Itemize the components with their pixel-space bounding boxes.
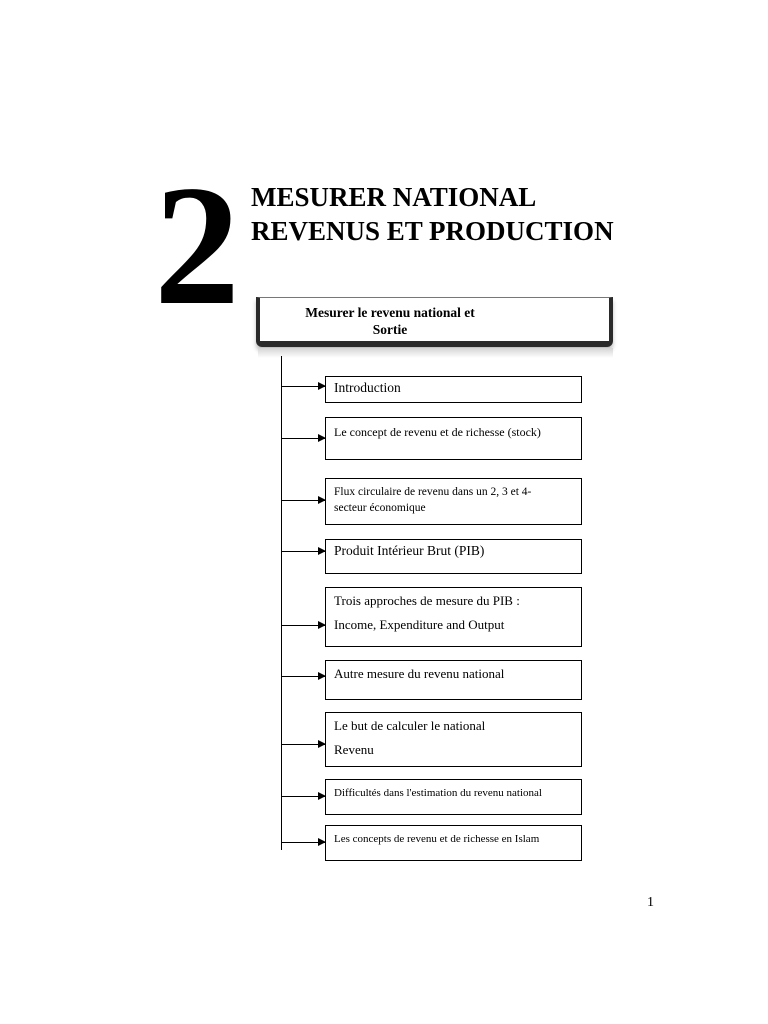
connector-arrow-icon (282, 842, 325, 843)
flow-connector-line (281, 356, 282, 850)
chapter-title-line-2: REVENUS ET PRODUCTION (251, 216, 614, 246)
chapter-title-line-1: MESURER NATIONAL (251, 182, 537, 212)
topic-box (325, 587, 582, 647)
topic-line-1: Le concept de revenu et de richesse (stock) (334, 425, 541, 439)
topic-box (325, 376, 582, 403)
topic-line-1: Les concepts de revenu et de richesse en Islam (334, 833, 540, 845)
topic-box (325, 417, 582, 460)
connector-arrow-icon (282, 386, 325, 387)
connector-arrow-icon (282, 551, 325, 552)
topic-line-2: Income, Expenditure and Output (334, 617, 505, 632)
topic-box (325, 712, 582, 767)
chapter-number: 2 (154, 151, 238, 341)
topic-line-1: Le but de calculer le national (334, 718, 486, 733)
topic-line-2: Revenu (334, 742, 374, 757)
banner-line-2: Sortie (372, 322, 408, 337)
page-number: 1 (647, 895, 654, 910)
topic-box (325, 779, 582, 815)
banner-text (260, 304, 520, 338)
topic-line-2: secteur économique (334, 502, 426, 514)
topic-line-1: Difficultés dans l'estimation du revenu national (334, 787, 542, 799)
topic-box (325, 539, 582, 574)
topic-line-1: Autre mesure du revenu national (334, 666, 505, 681)
topic-line-1: Trois approches de mesure du PIB : (334, 593, 520, 608)
topic-line-1: Produit Intérieur Brut (PIB) (334, 543, 485, 558)
connector-arrow-icon (282, 676, 325, 677)
topic-box (325, 825, 582, 861)
connector-arrow-icon (282, 500, 325, 501)
connector-arrow-icon (282, 625, 325, 626)
connector-arrow-icon (282, 744, 325, 745)
banner-shadow (258, 348, 613, 358)
topic-box (325, 478, 582, 525)
banner-line-1: Mesurer le revenu national et (305, 305, 475, 320)
topic-line-1: Flux circulaire de revenu dans un 2, 3 et 4- (334, 486, 532, 498)
section-banner (256, 297, 613, 347)
topic-box (325, 660, 582, 700)
connector-arrow-icon (282, 438, 325, 439)
topic-line-1: Introduction (334, 380, 401, 395)
connector-arrow-icon (282, 796, 325, 797)
